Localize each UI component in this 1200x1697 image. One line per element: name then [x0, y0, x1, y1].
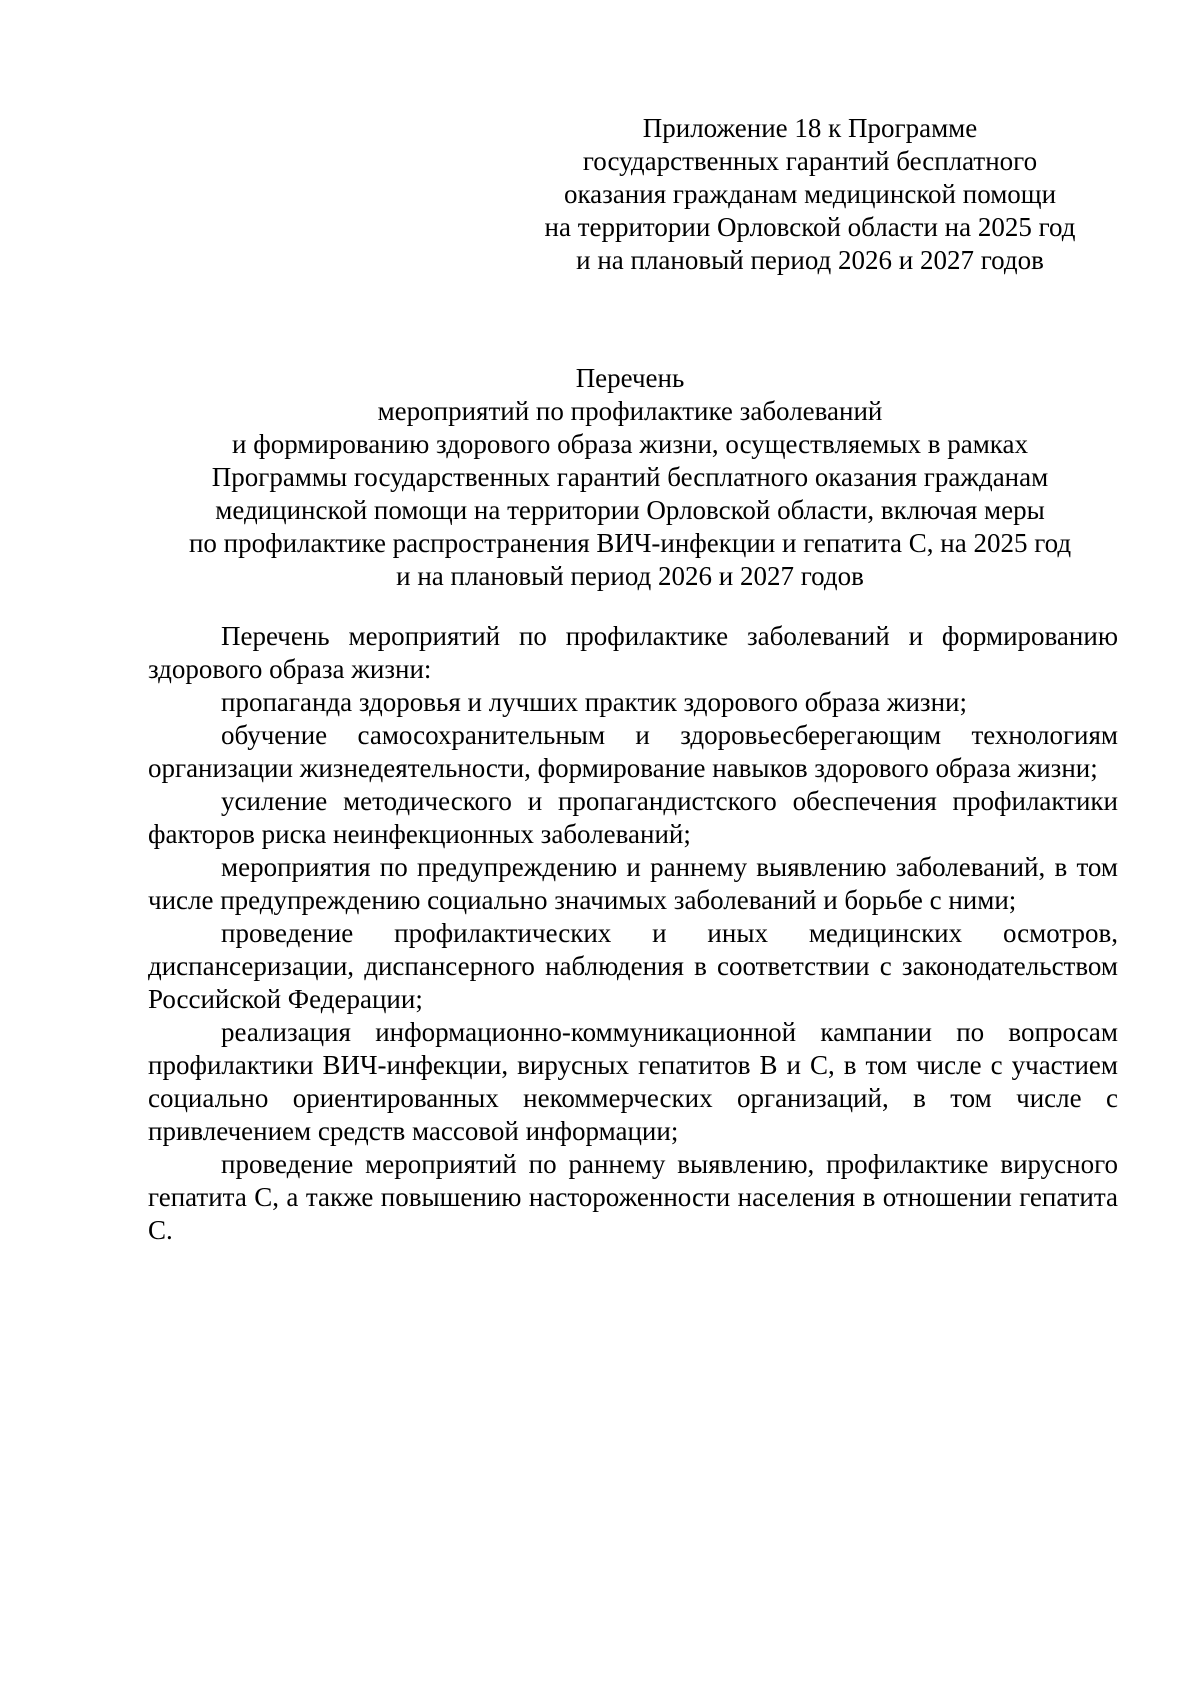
- list-item: реализация информационно-коммуникационной кампании по вопросам профилактики ВИЧ-инфекции, вирусных гепатитов В и С, в том числе с участием социально ориентированных некоммерческих организаций, в том числе с привлечением средств массовой информации;: [148, 1017, 1118, 1146]
- title-line: и на плановый период 2026 и 2027 годов: [396, 561, 864, 591]
- intro-paragraph: Перечень мероприятий по профилактике заболеваний и формированию здорового образа жизни:: [148, 621, 1118, 684]
- appendix-header-line: и на плановый период 2026 и 2027 годов: [576, 245, 1044, 275]
- list-item: проведение мероприятий по раннему выявлению, профилактике вирусного гепатита С, а также повышению настороженности населения в отношении гепатита С.: [148, 1149, 1118, 1245]
- document-body: [148, 620, 1118, 1247]
- list-item: пропаганда здоровья и лучших практик здорового образа жизни;: [221, 687, 967, 717]
- appendix-header-line: Приложение 18 к Программе: [642, 113, 978, 143]
- appendix-header-line: оказания гражданам медицинской помощи: [563, 179, 1057, 209]
- title-line: медицинской помощи на территории Орловской области, включая меры: [215, 495, 1045, 525]
- appendix-header-line: государственных гарантий бесплатного: [582, 146, 1038, 176]
- list-item: обучение самосохранительным и здоровьесберегающим технологиям организации жизнедеятельности, формирование навыков здорового образа жизни;: [148, 720, 1118, 783]
- title-line: и формированию здорового образа жизни, осуществляемых в рамках: [232, 429, 1028, 459]
- document-title: [150, 362, 1110, 593]
- appendix-header-line: на территории Орловской области на 2025 год: [544, 212, 1076, 242]
- list-item: мероприятия по предупреждению и раннему выявлению заболеваний, в том числе предупреждению социально значимых заболеваний и борьбе с ними;: [148, 852, 1118, 915]
- title-line: по профилактике распространения ВИЧ-инфекции и гепатита С, на 2025 год: [188, 528, 1072, 558]
- title-line: мероприятий по профилактике заболеваний: [377, 396, 883, 426]
- appendix-header: [540, 112, 1080, 277]
- list-item: проведение профилактических и иных медицинских осмотров, диспансеризации, диспансерного наблюдения в соответствии с законодательством Российской Федерации;: [148, 918, 1118, 1014]
- title-line: Перечень: [575, 363, 685, 393]
- list-item: усиление методического и пропагандистского обеспечения профилактики факторов риска неинфекционных заболеваний;: [148, 786, 1118, 849]
- title-line: Программы государственных гарантий бесплатного оказания гражданам: [211, 462, 1049, 492]
